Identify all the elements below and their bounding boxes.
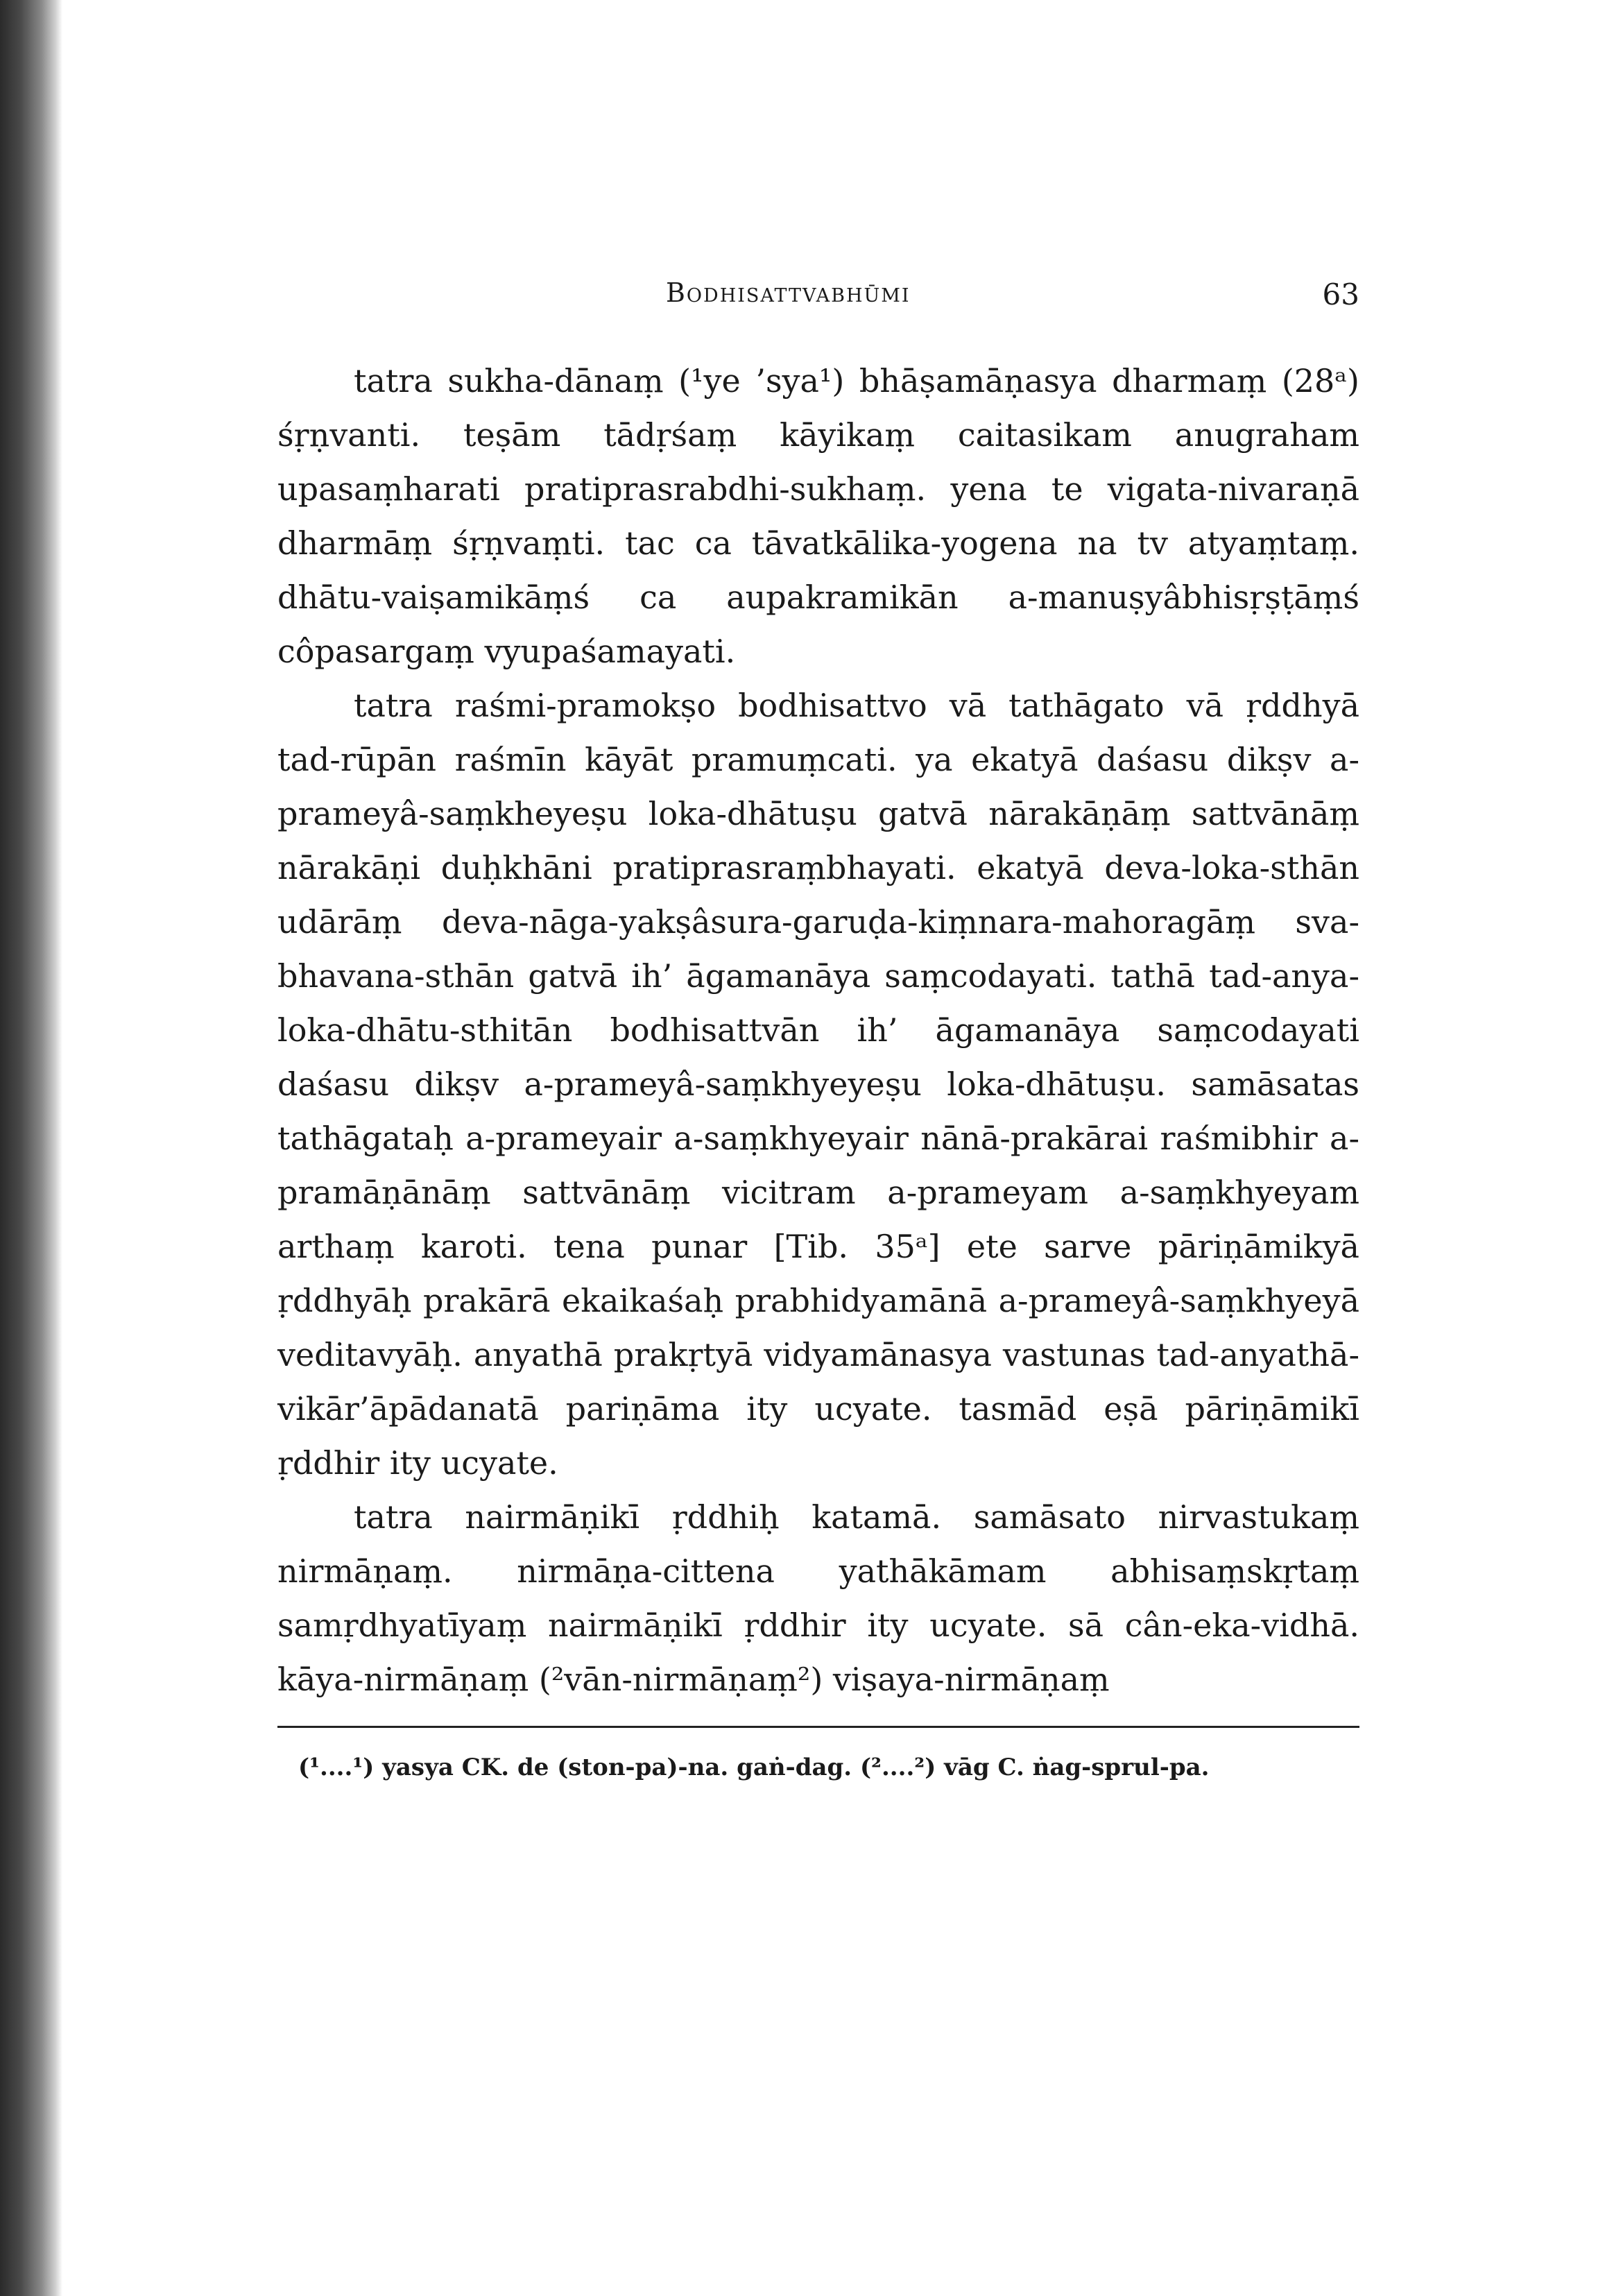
footnote-divider bbox=[277, 1726, 1359, 1728]
page-number: 63 bbox=[1322, 277, 1359, 311]
paragraph: tatra raśmi-pramokṣo bodhisattvo vā tathāgato vā ṛddhyā tad-rūpān raśmīn kāyāt pramuṃcati. ya ekatyā daśasu dikṣv a-prameyâ-saṃkheyeṣu loka-dhātuṣu gatvā nārakāṇāṃ sattvānāṃ nārakāṇi duḥkhāni pratiprasraṃbhayati. ekatyā deva-loka-sthān udārāṃ deva-nāga-yakṣâsura-garuḍa-kiṃnara-mahoragāṃ sva-bhavana-sthān gatvā ih’ āgamanāya saṃcodayati. tathā tad-anya-loka-dhātu-sthitān bodhisattvān ih’ āgamanāya saṃcodayati daśasu dikṣv a-prameyâ-saṃkhyeyeṣu loka-dhātuṣu. samāsatas tathāgataḥ a-prameyair a-saṃkhyeyair nānā-prakārai raśmibhir a-pramāṇānāṃ sattvānāṃ vicitram a-prameyam a-saṃkhyeyam arthaṃ karoti. tena punar [Tib. 35ᵃ] ete sarve pāriṇāmikyā ṛddhyāḥ prakārā ekaikaśaḥ prabhidyamānā a-prameyâ-saṃkhyeyā veditavyāḥ. anyathā prakṛtyā vidyamānasya vastunas tad-anyathā-vikār’āpādanatā pariṇāma ity ucyate. tasmād eṣā pāriṇāmikī ṛddhir ity ucyate. bbox=[277, 687, 1359, 1482]
body-text bbox=[277, 354, 1359, 1706]
book-page bbox=[277, 277, 1359, 1789]
paragraph: tatra nairmāṇikī ṛddhiḥ katamā. samāsato nirvastukaṃ nirmāṇaṃ. nirmāṇa-cittena yathākāmam abhisaṃskṛtaṃ samṛdhyatīyaṃ nairmāṇikī ṛddhir ity ucyate. sā cân-eka-vidhā. kāya-nirmāṇaṃ (²vān-nirmāṇaṃ²) viṣaya-nirmāṇaṃ bbox=[277, 1498, 1359, 1698]
paragraph: tatra sukha-dānaṃ (¹ye ’sya¹) bhāṣamāṇasya dharmaṃ (28ᵃ) śṛṇvanti. teṣām tādṛśaṃ kāyikaṃ caitasikam anugraham upasaṃharati pratiprasrabdhi-sukhaṃ. yena te vigata-nivaraṇā dharmāṃ śṛṇvaṃti. tac ca tāvatkālika-yogena na tv atyaṃtaṃ. dhātu-vaiṣamikāṃś ca aupakramikān a-manuṣyâbhisṛṣṭāṃś côpasargaṃ vyupaśamayati. bbox=[277, 362, 1359, 670]
running-title: Bodhisattvabhūmi bbox=[666, 277, 911, 308]
page-header bbox=[277, 277, 1359, 333]
page-binding-edge bbox=[0, 0, 62, 2296]
footnotes: (¹....¹) yasya CK. de (ston-pa)-na. gaṅ-dag. (²....²) vāg C. ṅag-sprul-pa. bbox=[298, 1754, 1210, 1781]
